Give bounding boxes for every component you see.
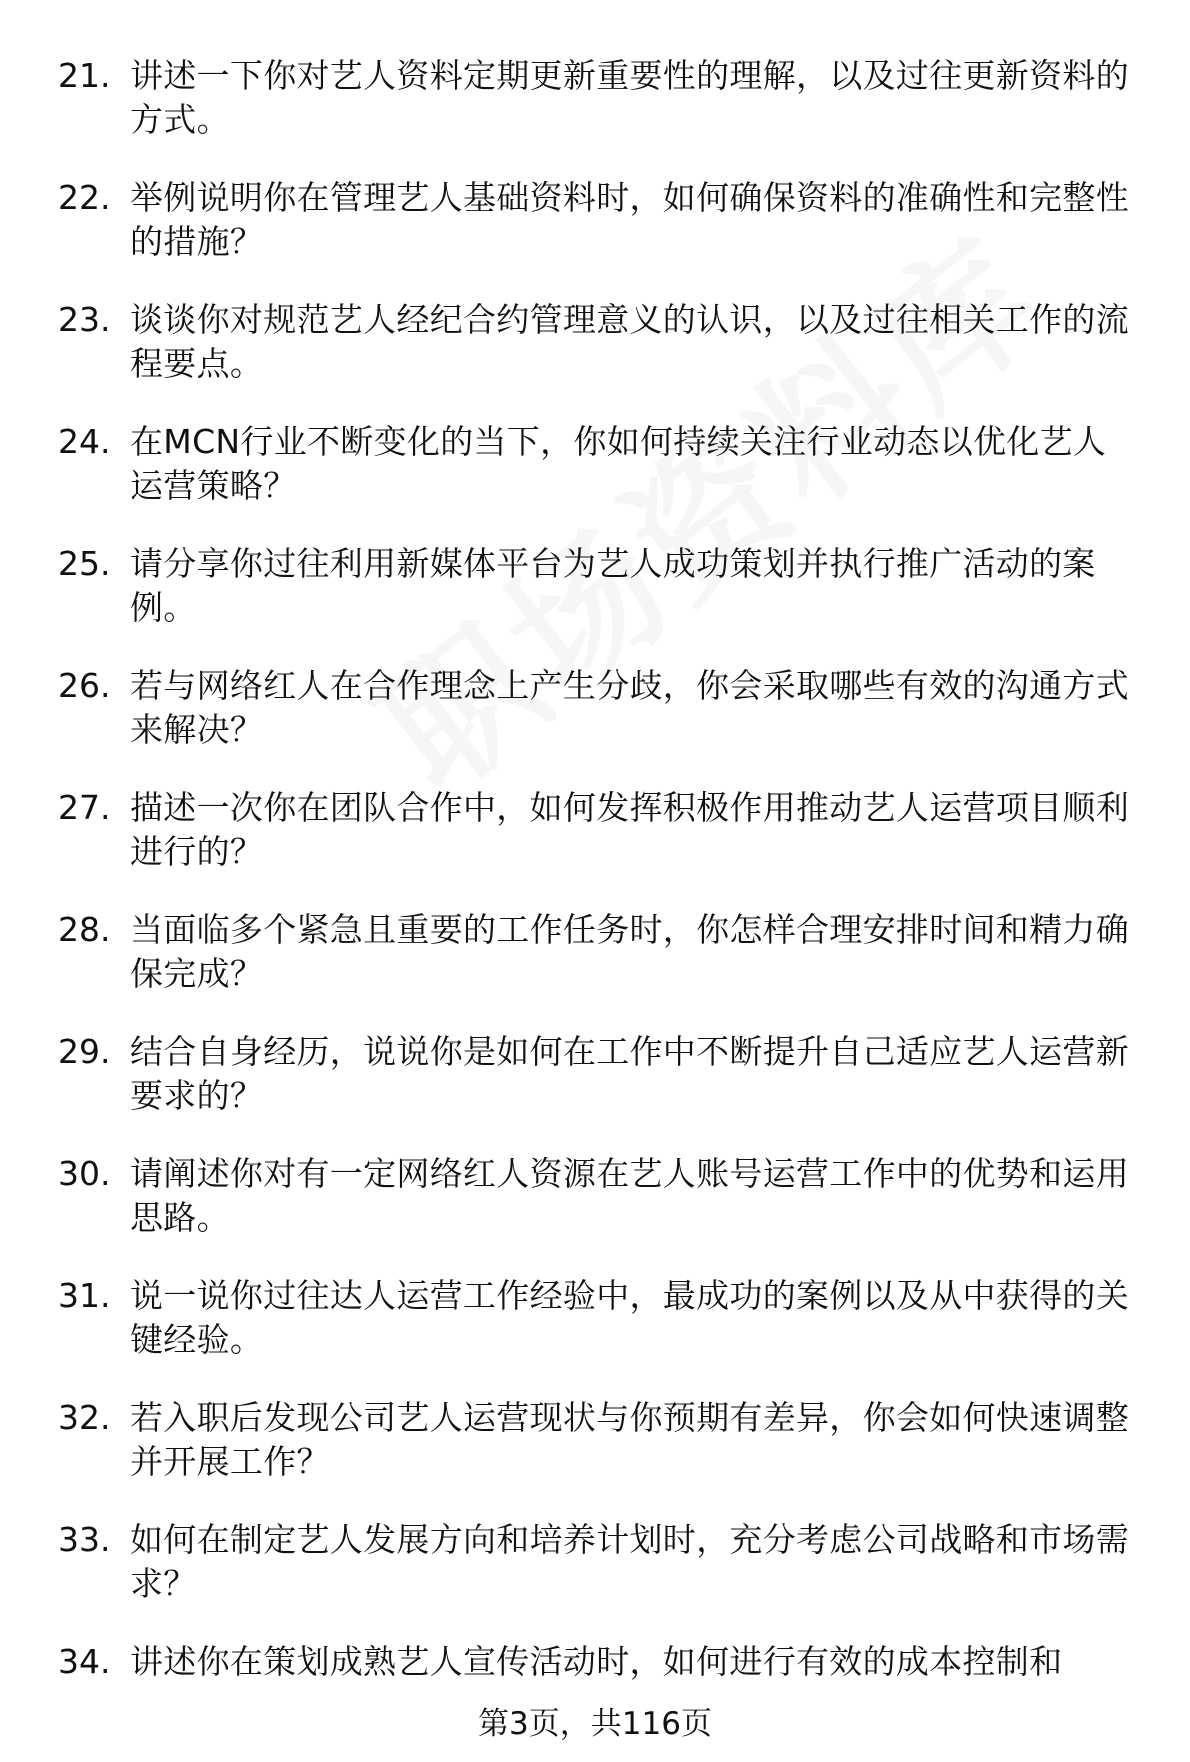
- question-text: 谈谈你对规范艺人经纪合约管理意义的认识，以及过往相关工作的流程要点。: [130, 300, 1129, 383]
- question-number: 25.: [58, 544, 111, 583]
- list-item: [58, 54, 1148, 176]
- list-item: [58, 298, 1148, 420]
- question-number: 29.: [58, 1032, 111, 1071]
- page-number-footer: 第3页，共116页: [478, 1706, 712, 1742]
- question-text: 结合自身经历，说说你是如何在工作中不断提升自己适应艺人运营新要求的？: [130, 1032, 1129, 1115]
- question-list: [58, 54, 1148, 1762]
- question-text: 请阐述你对有一定网络红人资源在艺人账号运营工作中的优势和运用思路。: [130, 1154, 1129, 1237]
- question-text: 举例说明你在管理艺人基础资料时，如何确保资料的准确性和完整性的措施？: [130, 178, 1129, 261]
- question-number: 30.: [58, 1154, 111, 1193]
- list-item: [58, 786, 1148, 908]
- question-number: 26.: [58, 666, 111, 705]
- list-item: [58, 1518, 1148, 1640]
- question-number: 22.: [58, 178, 111, 217]
- question-text: 说一说你过往达人运营工作经验中，最成功的案例以及从中获得的关键经验。: [130, 1276, 1129, 1359]
- question-number: 28.: [58, 910, 111, 949]
- question-number: 33.: [58, 1520, 111, 1559]
- list-item: [58, 1152, 1148, 1274]
- list-item: [58, 542, 1148, 664]
- list-item: [58, 1396, 1148, 1518]
- question-number: 31.: [58, 1276, 111, 1315]
- question-text: 当面临多个紧急且重要的工作任务时，你怎样合理安排时间和精力确保完成？: [130, 910, 1129, 993]
- question-number: 21.: [58, 56, 111, 95]
- list-item: [58, 1274, 1148, 1396]
- question-number: 34.: [58, 1642, 111, 1681]
- list-item: [58, 1030, 1148, 1152]
- list-item: [58, 176, 1148, 298]
- question-text: 讲述你在策划成熟艺人宣传活动时，如何进行有效的成本控制和: [130, 1642, 1063, 1681]
- question-number: 23.: [58, 300, 111, 339]
- question-text: 如何在制定艺人发展方向和培养计划时，充分考虑公司战略和市场需求？: [130, 1520, 1129, 1603]
- question-text: 讲述一下你对艺人资料定期更新重要性的理解，以及过往更新资料的方式。: [130, 56, 1129, 139]
- list-item: [58, 664, 1148, 786]
- question-text: 在MCN行业不断变化的当下，你如何持续关注行业动态以优化艺人运营策略？: [130, 422, 1107, 505]
- question-number: 24.: [58, 422, 111, 461]
- question-text: 若入职后发现公司艺人运营现状与你预期有差异，你会如何快速调整并开展工作？: [130, 1398, 1129, 1481]
- question-number: 32.: [58, 1398, 111, 1437]
- question-number: 27.: [58, 788, 111, 827]
- list-item: [58, 420, 1148, 542]
- question-text: 描述一次你在团队合作中，如何发挥积极作用推动艺人运营项目顺利进行的？: [130, 788, 1129, 871]
- question-text: 请分享你过往利用新媒体平台为艺人成功策划并执行推广活动的案例。: [130, 544, 1096, 627]
- list-item: [58, 908, 1148, 1030]
- question-text: 若与网络红人在合作理念上产生分歧，你会采取哪些有效的沟通方式来解决？: [130, 666, 1129, 749]
